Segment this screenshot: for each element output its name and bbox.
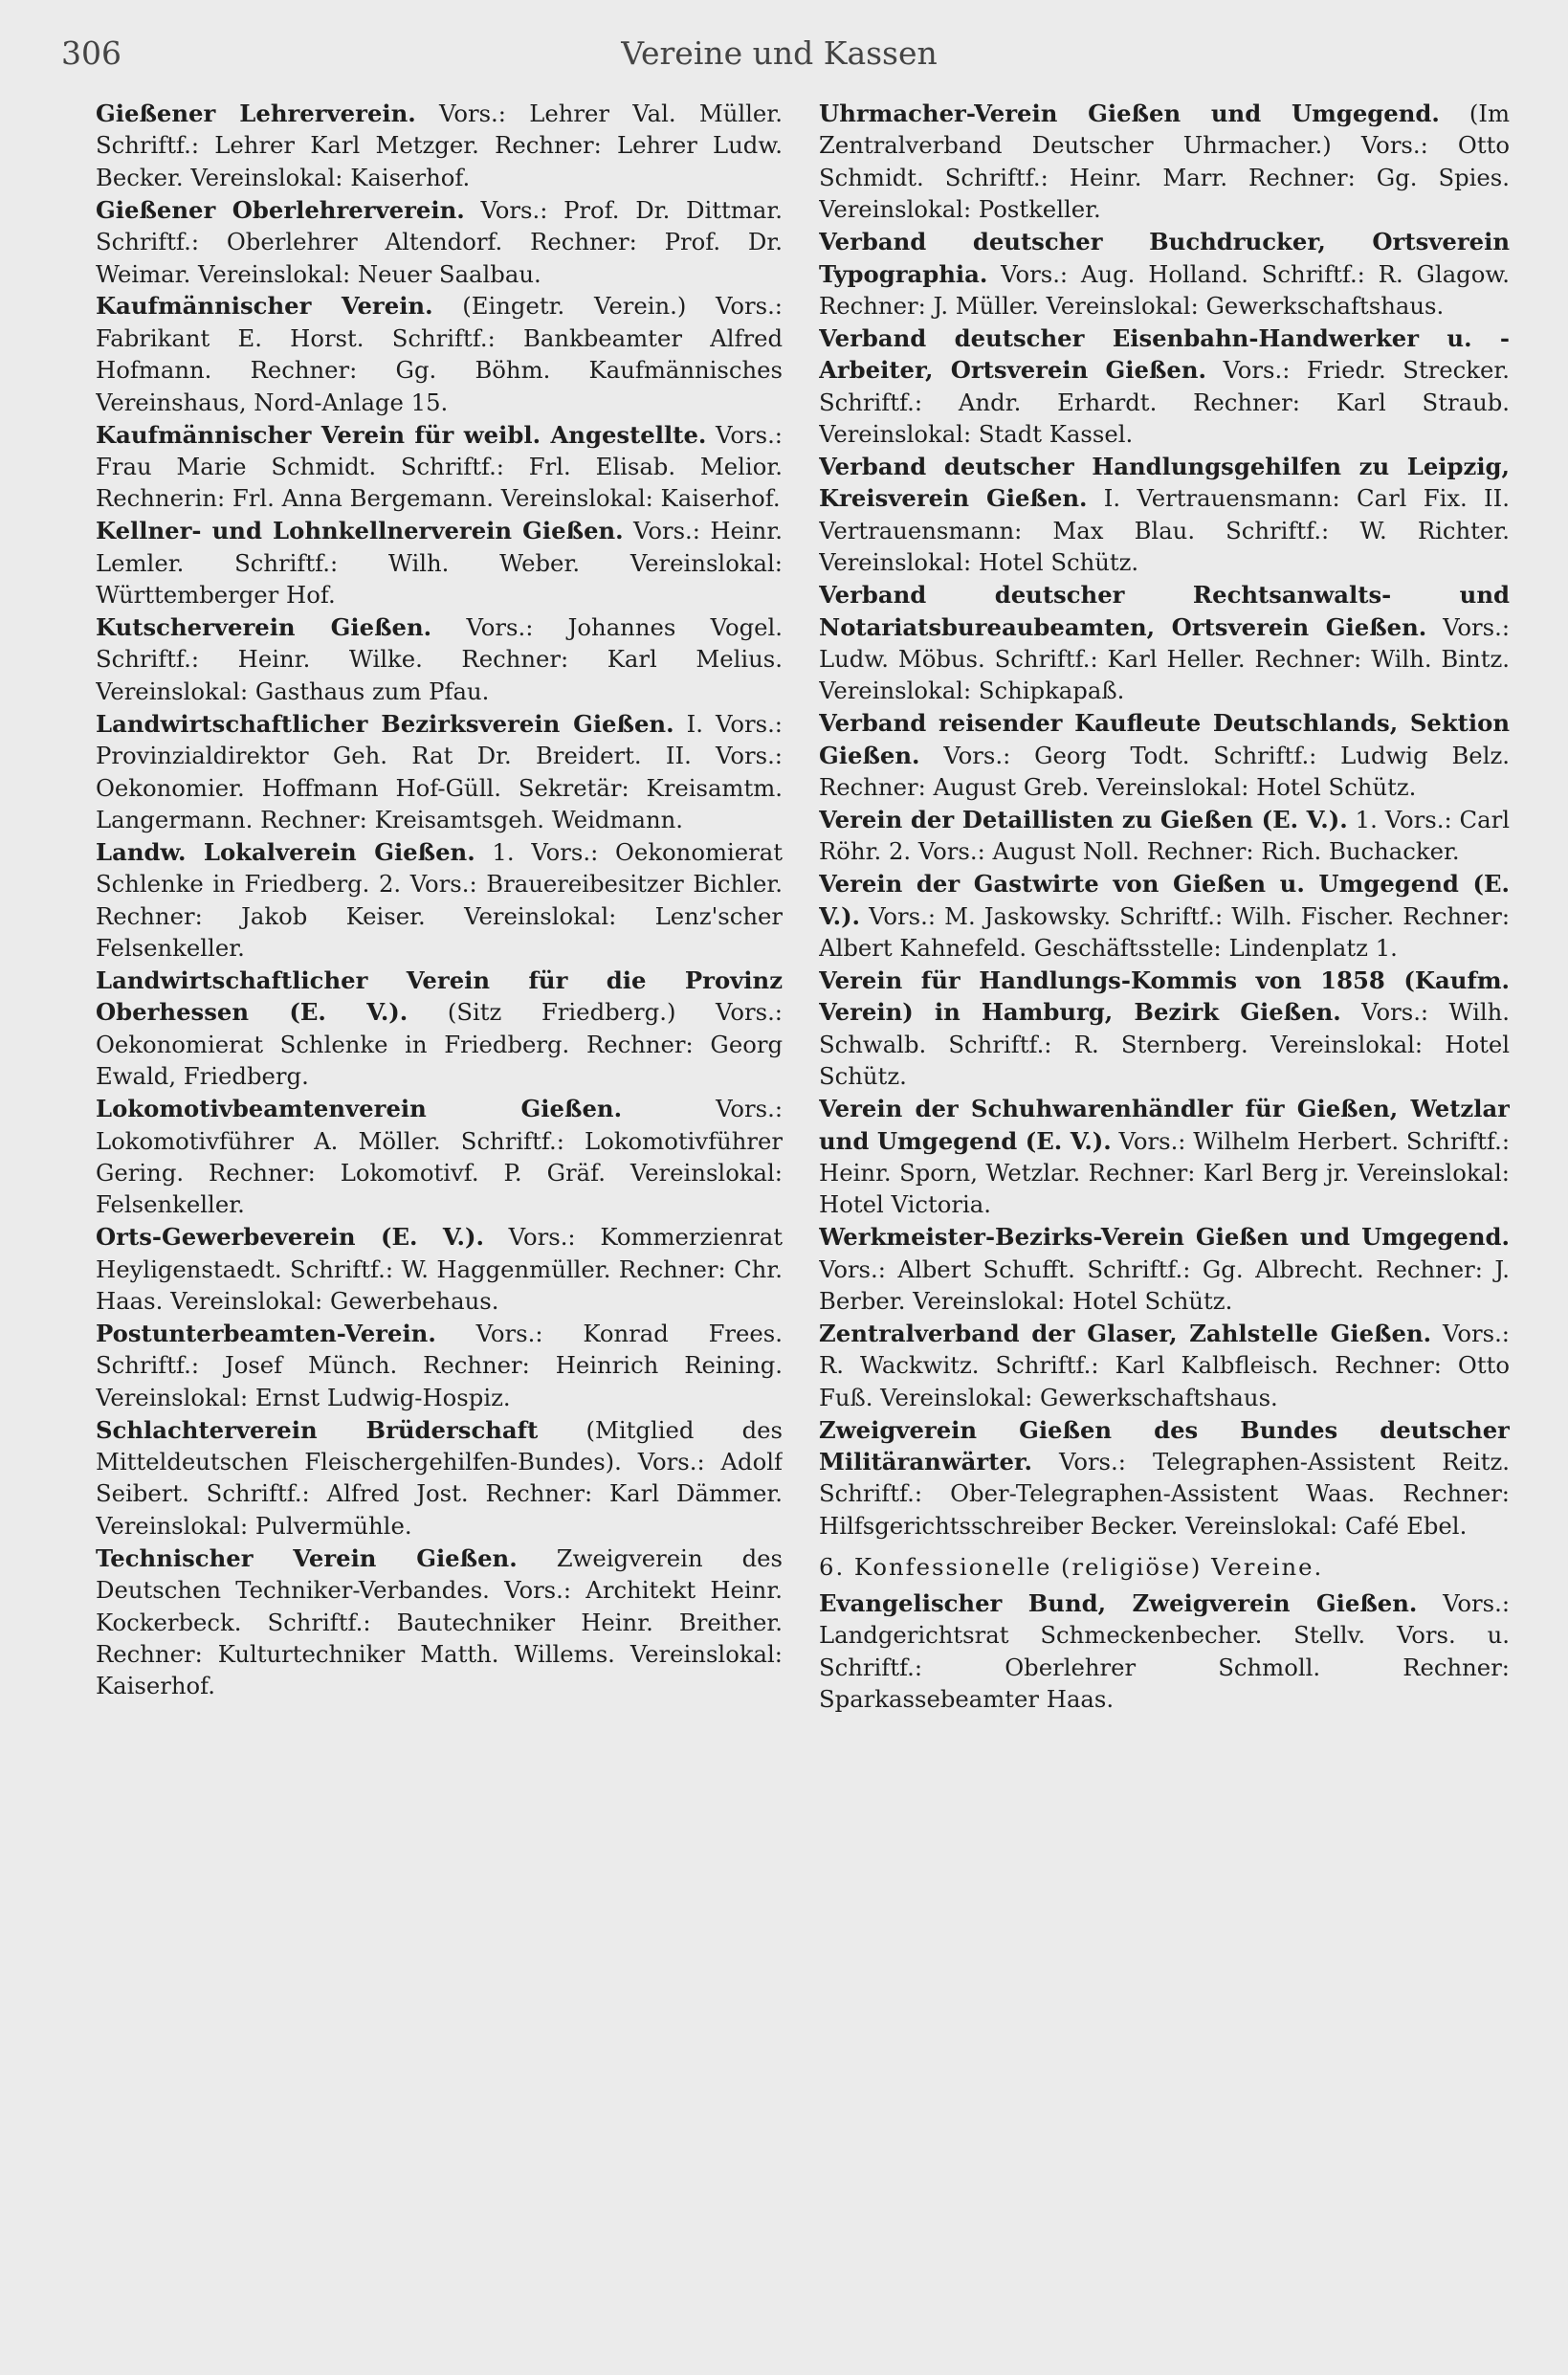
entry-details: Vors.: Landgerichtsrat Schmeckenbecher. Stellv. Vors. u. Schriftf.: Oberlehrer Schmoll. Rechner: Sparkassebeamter Haas. — [819, 1588, 1510, 1713]
section-heading: 6. Konfessionelle (religiöse) Vereine. — [819, 1553, 1324, 1582]
entry-details: Vors.: Lehrer Val. Müller. Schriftf.: Lehrer Karl Metzger. Rechner: Lehrer Ludw. Becker. Vereinslokal: Kaiserhof. — [96, 100, 783, 191]
section-entries — [819, 1587, 1510, 1716]
entry-details: Vors.: Heinr. Lemler. Schriftf.: Wilh. Weber. Vereinslokal: Württemberger Hof. — [96, 517, 783, 610]
directory-entry — [819, 1221, 1510, 1317]
entry-name: Verband deutscher Eisenbahn-Handwerker u. -Arbeiter, Ortsverein Gießen. — [819, 323, 1510, 385]
entry-name: Verband deutscher Handlungsgehilfen zu Leipzig, Kreisverein Gießen. — [819, 452, 1510, 513]
entry-name: Gießener Lehrerverein. — [96, 100, 416, 127]
entry-name: Lokomotivbeamtenverein Gießen. — [96, 1095, 623, 1123]
entry-name: Kutscherverein Gießen. — [96, 613, 432, 641]
entry-name: Landwirtschaftlicher Bezirksverein Gießen. — [96, 709, 674, 738]
entry-details: Vors.: Prof. Dr. Dittmar. Schriftf.: Oberlehrer Altendorf. Rechner: Prof. Dr. Weimar. Vereinslokal: Neuer Saalbau. — [96, 195, 783, 288]
directory-entry — [96, 1414, 783, 1543]
entry-name: Verein für Handlungs-Kommis von 1858 (Kaufm. Verein) in Hamburg, Bezirk Gießen. — [819, 966, 1510, 1027]
entry-name: Uhrmacher-Verein Gießen und Umgegend. — [819, 100, 1440, 127]
directory-entry — [96, 1543, 783, 1702]
directory-entry — [819, 804, 1510, 868]
directory-entry — [819, 707, 1510, 803]
directory-entry — [819, 1414, 1510, 1543]
entry-name: Kaufmännischer Verein. — [96, 292, 433, 321]
entry-name: Gießener Oberlehrerverein. — [96, 195, 465, 224]
entry-details: Vors.: Lokomotivführer A. Möller. Schriftf.: Lokomotivführer Gering. Rechner: Lokomotivf. P. Gräf. Vereinslokal: Felsenkeller. — [96, 1095, 783, 1219]
directory-entry — [96, 98, 783, 193]
directory-entry — [819, 868, 1510, 964]
entry-name: Landwirtschaftlicher Verein für die Provinz Oberhessen (E. V.). — [96, 966, 783, 1027]
entry-name: Verein der Gastwirte von Gießen u. Umgegend (E. V.). — [819, 870, 1510, 930]
entry-name: Verband deutscher Buchdrucker, Ortsverein Typographia. — [819, 228, 1510, 288]
entry-details: 1. Vors.: Carl Röhr. 2. Vors.: August Noll. Rechner: Rich. Buchacker. — [819, 805, 1510, 866]
directory-entry — [96, 965, 783, 1093]
entry-details: I. Vors.: Provinzialdirektor Geh. Rat Dr. Breidert. II. Vors.: Oekonomier. Hoffmann Hof-Güll. Sekretär: Kreisamtm. Langermann. Rechner: Kreisamtsgeh. Weidmann. — [96, 709, 783, 833]
directory-entry — [96, 611, 783, 707]
directory-entry — [819, 451, 1510, 579]
entry-details: Vors.: Wilh. Schwalb. Schriftf.: R. Sternberg. Vereinslokal: Hotel Schütz. — [819, 998, 1510, 1091]
directory-entry — [96, 708, 783, 836]
directory-entry — [96, 194, 783, 290]
entry-details: Vors.: Frau Marie Schmidt. Schriftf.: Frl. Elisab. Melior. Rechnerin: Frl. Anna Bergemann. Vereinslokal: Kaiserhof. — [96, 420, 783, 513]
entry-details: Vors.: Telegraphen-Assistent Reitz. Schriftf.: Ober-Telegraphen-Assistent Waas. Rechner: Hilfsgerichtsschreiber Becker. Vereinslokal: Café Ebel. — [819, 1448, 1510, 1540]
entry-details: Vors.: Friedr. Strecker. Schriftf.: Andr. Erhardt. Rechner: Karl Straub. Vereinslokal: Stadt Kassel. — [819, 356, 1510, 449]
page-header — [61, 27, 1497, 75]
entry-name: Landw. Lokalverein Gießen. — [96, 837, 475, 866]
entry-name: Technischer Verein Gießen. — [96, 1543, 518, 1572]
entry-name: Postunterbeamten-Verein. — [96, 1319, 436, 1347]
left-column — [96, 98, 783, 2342]
entry-name: Verein der Schuhwarenhändler für Gießen, Wetzlar und Umgegend (E. V.). — [819, 1095, 1510, 1155]
entry-details: Vors.: R. Wackwitz. Schriftf.: Karl Kalbfleisch. Rechner: Otto Fuß. Vereinslokal: Gewerkschaftshaus. — [819, 1319, 1510, 1411]
entry-details: (Im Zentralverband Deutscher Uhrmacher.) Vors.: Otto Schmidt. Schriftf.: Heinr. Marr. Rechner: Gg. Spies. Vereinslokal: Postkeller. — [819, 100, 1510, 224]
right-column-entries — [819, 98, 1510, 1542]
entry-name: Schlachterverein Brüderschaft — [96, 1415, 539, 1444]
entry-details: Vors.: Wilhelm Herbert. Schriftf.: Heinr. Sporn, Wetzlar. Rechner: Karl Berg jr. Vereinslokal: Hotel Victoria. — [819, 1126, 1510, 1219]
running-title: Vereine und Kassen — [621, 34, 938, 72]
entry-details: I. Vertrauensmann: Carl Fix. II. Vertrauensmann: Max Blau. Schriftf.: W. Richter. Vereinslokal: Hotel Schütz. — [819, 484, 1510, 577]
entry-name: Orts-Gewerbeverein (E. V.). — [96, 1223, 484, 1252]
directory-entry — [96, 1093, 783, 1221]
entry-details: Vors.: Aug. Holland. Schriftf.: R. Glagow. Rechner: J. Müller. Vereinslokal: Gewerkschaftshaus. — [819, 259, 1510, 320]
entry-name: Kellner- und Lohnkellnerverein Gießen. — [96, 517, 624, 545]
entry-details: 1. Vors.: Oekonomierat Schlenke in Friedberg. 2. Vors.: Brauereibesitzer Bichler. Rechner: Jakob Keiser. Vereinslokal: Lenz'scher Felsenkeller. — [96, 837, 783, 963]
directory-entry — [96, 836, 783, 965]
entry-details: Zweigverein des Deutschen Techniker-Verbandes. Vors.: Architekt Heinr. Kockerbeck. Schriftf.: Bautechniker Heinr. Breither. Rechner: Kulturtechniker Matth. Willems. Vereinslokal: Kaiserhof. — [96, 1543, 783, 1700]
directory-entry — [96, 1318, 783, 1413]
right-column — [819, 98, 1510, 2342]
entry-details: Vors.: M. Jaskowsky. Schriftf.: Wilh. Fischer. Rechner: Albert Kahnefeld. Geschäftsstelle: Lindenplatz 1. — [819, 901, 1510, 963]
directory-entry — [819, 226, 1510, 322]
entry-name: Verband deutscher Rechtsanwalts- und Notariatsbureaubeamten, Ortsverein Gießen. — [819, 581, 1510, 641]
entry-name: Werkmeister-Bezirks-Verein Gießen und Umgegend. — [819, 1223, 1510, 1252]
entry-details: (Sitz Friedberg.) Vors.: Oekonomierat Schlenke in Friedberg. Rechner: Georg Ewald, Friedberg. — [96, 998, 783, 1091]
entry-name: Zweigverein Gießen des Bundes deutscher Militäranwärter. — [819, 1415, 1510, 1476]
directory-entry — [819, 1318, 1510, 1413]
entry-name: Evangelischer Bund, Zweigverein Gießen. — [819, 1588, 1418, 1617]
entry-name: Zentralverband der Glaser, Zahlstelle Gießen. — [819, 1319, 1432, 1347]
entry-details: Vors.: Georg Todt. Schriftf.: Ludwig Belz. Rechner: August Greb. Vereinslokal: Hotel Schütz. — [819, 741, 1510, 802]
directory-entry — [819, 1587, 1510, 1716]
directory-entry — [819, 965, 1510, 1093]
entry-name: Kaufmännischer Verein für weibl. Angestellte. — [96, 420, 707, 449]
entry-details: Vors.: Konrad Frees. Schriftf.: Josef Münch. Rechner: Heinrich Reining. Vereinslokal: Ernst Ludwig-Hospiz. — [96, 1319, 783, 1411]
entry-details: Vors.: Albert Schufft. Schriftf.: Gg. Albrecht. Rechner: J. Berber. Vereinslokal: Hotel Schütz. — [819, 1254, 1510, 1316]
directory-entry — [96, 1221, 783, 1317]
directory-entry — [819, 1093, 1510, 1221]
directory-entry — [96, 515, 783, 610]
directory-entry — [819, 98, 1510, 226]
entry-details: (Mitglied des Mitteldeutschen Fleischergehilfen-Bundes). Vors.: Adolf Seibert. Schriftf.: Alfred Jost. Rechner: Karl Dämmer. Vereinslokal: Pulvermühle. — [96, 1415, 783, 1540]
entry-details: Vors.: Ludw. Möbus. Schriftf.: Karl Heller. Rechner: Wilh. Bintz. Vereinslokal: Schipkapaß. — [819, 612, 1510, 705]
page-number: 306 — [61, 34, 121, 72]
entry-details: (Eingetr. Verein.) Vors.: Fabrikant E. Horst. Schriftf.: Bankbeamter Alfred Hofmann. Rechner: Gg. Böhm. Kaufmännisches Vereinshaus, Nord-Anlage 15. — [96, 292, 783, 416]
entry-name: Verein der Detaillisten zu Gießen (E. V.). — [819, 805, 1348, 833]
entry-details: Vors.: Johannes Vogel. Schriftf.: Heinr. Wilke. Rechner: Karl Melius. Vereinslokal: Gasthaus zum Pfau. — [96, 613, 783, 705]
directory-entry — [819, 322, 1510, 451]
directory-entry — [96, 419, 783, 515]
entry-name: Verband reisender Kaufleute Deutschlands, Sektion Gießen. — [819, 709, 1510, 769]
entry-details: Vors.: Kommerzienrat Heyligenstaedt. Schriftf.: W. Haggenmüller. Rechner: Chr. Haas. Vereinslokal: Gewerbehaus. — [96, 1223, 783, 1316]
directory-entry — [819, 579, 1510, 707]
directory-entry — [96, 290, 783, 418]
